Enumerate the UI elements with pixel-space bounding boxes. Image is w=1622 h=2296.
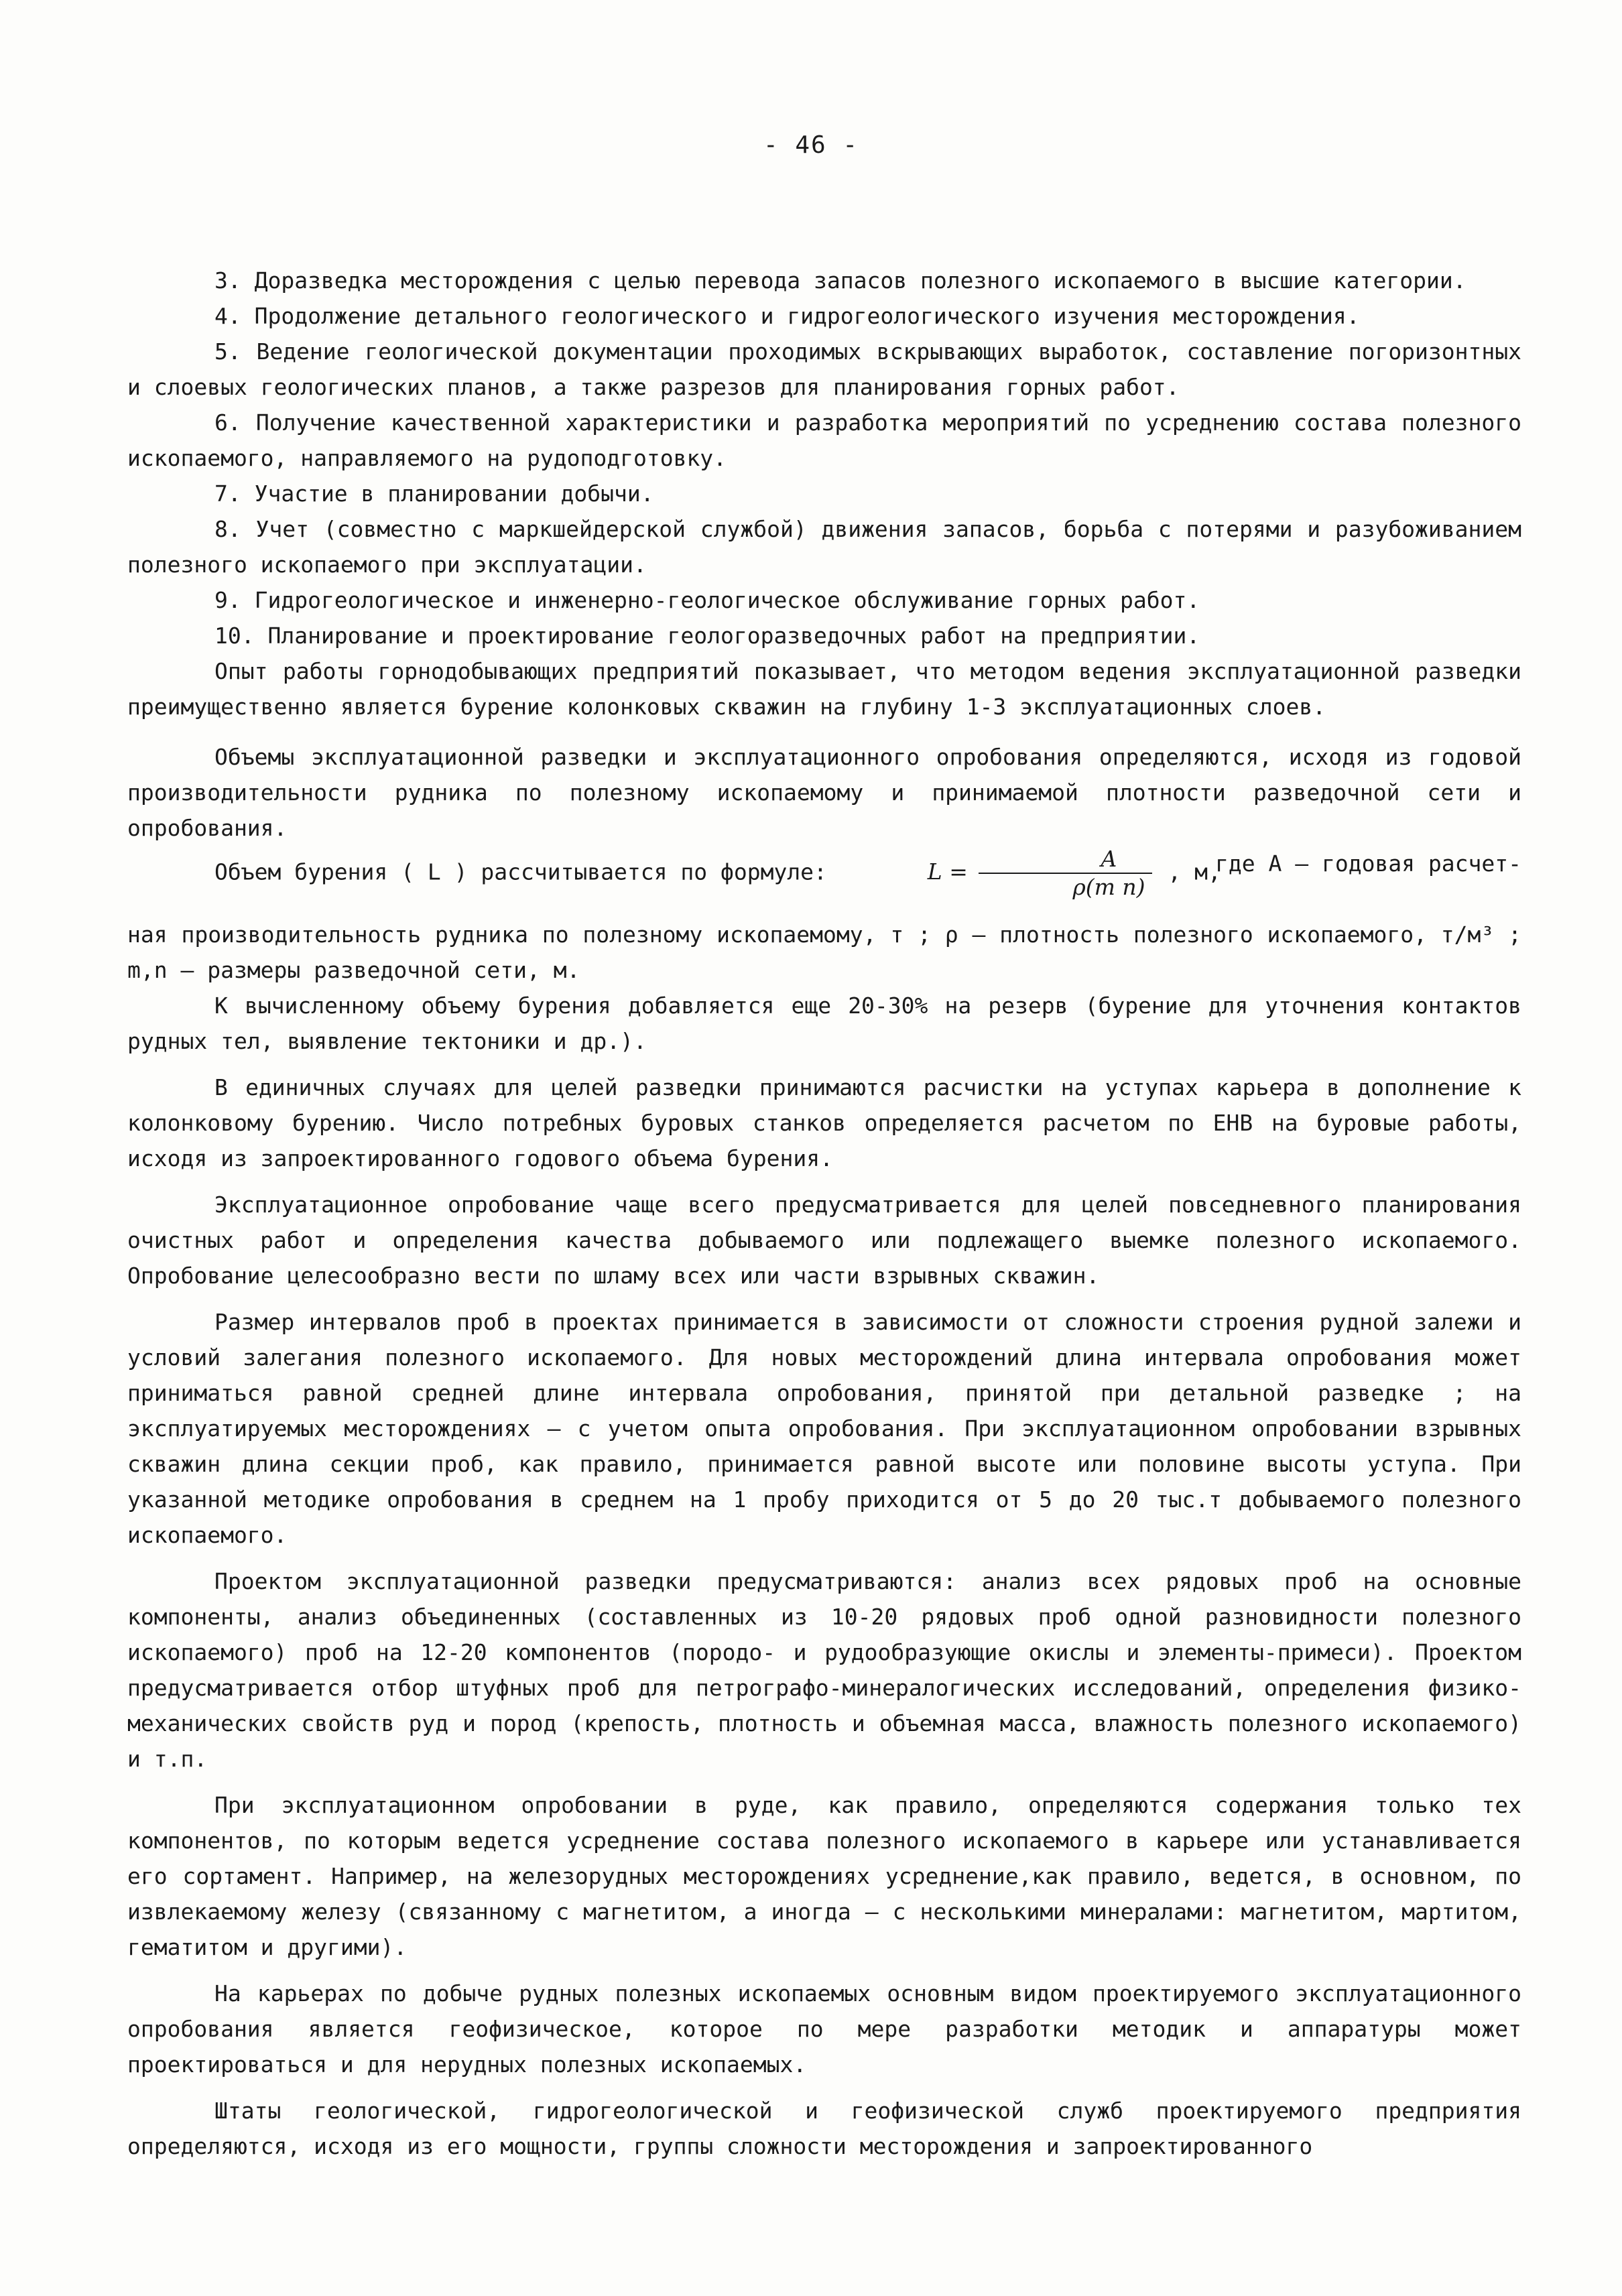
formula-unit: , м, bbox=[1168, 858, 1221, 885]
formula-intro: Объем бурения ( L ) рассчитывается по формуле: bbox=[214, 858, 827, 885]
formula-line bbox=[127, 846, 1521, 900]
paragraph-intervals: Размер интервалов проб в проектах принимается в зависимости от сложности строения рудной залежи и условий залегания полезного ископаемого. Для новых месторождений длина интервала опробования может приниматься равной средней длине интервала опробования, принятой при детальной разведке ; на эксплуатируемых месторождениях – с учетом опыта опробования. При эксплуатационном опробовании взрывных скважин длина секции проб, как правило, принимается равной высоте или половине высоты уступа. При указанной методике опробования в среднем на 1 пробу приходится от 5 до 20 тыс.т добываемого полезного ископаемого. bbox=[127, 1309, 1521, 1548]
paragraph-volumes: Объемы эксплуатационной разведки и эксплуатационного опробования определяются, исходя из годовой производительности рудника по полезному ископаемому и принимаемой плотности разведочной сети и опробования. bbox=[127, 744, 1521, 841]
formula-fraction bbox=[979, 846, 1151, 901]
document-body bbox=[127, 263, 1521, 2164]
paragraph-item-3: 3. Доразведка месторождения с целью перевода запасов полезного ископаемого в высшие категории. bbox=[214, 267, 1467, 294]
paragraph-analysis: Проектом эксплуатационной разведки предусматриваются: анализ всех рядовых проб на основные компоненты, анализ объединенных (составленных из 10-20 рядовых проб одной разновидности полезного ископаемого) проб на 12-20 компонентов (породо- и рудообразующие окислы и элементы-примеси). Проектом предусматривается отбор штуфных проб для петрографо-минералогических исследований, определения физико-механических свойств руд и пород (крепость, плотность и объемная масса, влажность полезного ископаемого) и т.п. bbox=[127, 1568, 1521, 1772]
formula-denominator: ρ(m n) bbox=[1072, 874, 1145, 900]
paragraph-item-8: 8. Учет (совместно с маркшейдерской службой) движения запасов, борьба с потерями и разубоживанием полезного ископаемого при эксплуатации. bbox=[127, 516, 1521, 578]
paragraph-staff: Штаты геологической, гидрогеологической и геофизической служб проектируемого предприятия определяются, исходя из его мощности, группы сложности месторождения и запроектированного bbox=[127, 2098, 1521, 2159]
paragraph-stripping: В единичных случаях для целей разведки принимаются расчистки на уступах карьера в дополнение к колонковому бурению. Число потребных буровых станков определяется расчетом по ЕНВ на буровые работы, исходя из запроектированного годового объема бурения. bbox=[127, 1074, 1521, 1171]
paragraph-experience: Опыт работы горнодобывающих предприятий показывает, что методом ведения эксплуатационной разведки преимущественно является бурение колонковых скважин на глубину 1-3 эксплуатационных слоев. bbox=[127, 658, 1521, 720]
paragraph-item-4: 4. Продолжение детального геологического и гидрогеологического изучения месторождения. bbox=[214, 303, 1360, 329]
page-number: - 46 - bbox=[763, 131, 859, 159]
paragraph-item-7: 7. Участие в планировании добычи. bbox=[214, 481, 654, 507]
paragraph-item-5: 5. Ведение геологической документации проходимых вскрывающих выработок, составление погоризонтных и слоевых геологических планов, а также разрезов для планирования горных работ. bbox=[127, 338, 1521, 400]
paragraph-sampling: Эксплуатационное опробование чаще всего предусматривается для целей повседневного планирования очистных работ и определения качества добываемого или подлежащего выемке полезного ископаемого. Опробование целесообразно вести по шламу всех или части взрывных скважин. bbox=[127, 1192, 1521, 1289]
paragraph-geophysical: На карьерах по добыче рудных полезных ископаемых основным видом проектируемого эксплуатационного опробования является геофизическое, которое по мере разработки методик и аппаратуры может проектироваться и для нерудных полезных ископаемых. bbox=[127, 1980, 1521, 2078]
formula-numerator: A bbox=[979, 846, 1151, 874]
paragraph-reserve: К вычисленному объему бурения добавляется еще 20-30% на резерв (бурение для уточнения контактов рудных тел, выявление тектоники и др.). bbox=[127, 993, 1521, 1054]
paragraph-ore-sampling: При эксплуатационном опробовании в руде, как правило, определяются содержания только тех компонентов, по которым ведется усреднение состава полезного ископаемого в карьере или устанавливается его сортамент. Например, на железорудных месторождениях усреднение,как правило, ведется, в основном, по извлекаемому железу (связанному с магнетитом, а иногда – с несколькими минералами: магнетитом, мартитом, гематитом и другими). bbox=[127, 1792, 1521, 1960]
paragraph-item-10: 10. Планирование и проектирование геологоразведочных работ на предприятии. bbox=[214, 623, 1200, 649]
drilling-volume-formula bbox=[840, 846, 1155, 901]
formula-explanation: ная производительность рудника по полезному ископаемому, т ; ρ – плотность полезного ископаемого, т/м³ ; m,n – размеры разведочной сети, м. bbox=[127, 921, 1521, 983]
formula-lhs: L = bbox=[927, 858, 968, 885]
paragraph-item-9: 9. Гидрогеологическое и инженерно-геологическое обслуживание горных работ. bbox=[214, 587, 1200, 613]
formula-where: где А – годовая расчет- bbox=[1215, 850, 1521, 877]
paragraph-item-6: 6. Получение качественной характеристики и разработка мероприятий по усреднению состава полезного ископаемого, направляемого на рудоподготовку. bbox=[127, 409, 1521, 471]
